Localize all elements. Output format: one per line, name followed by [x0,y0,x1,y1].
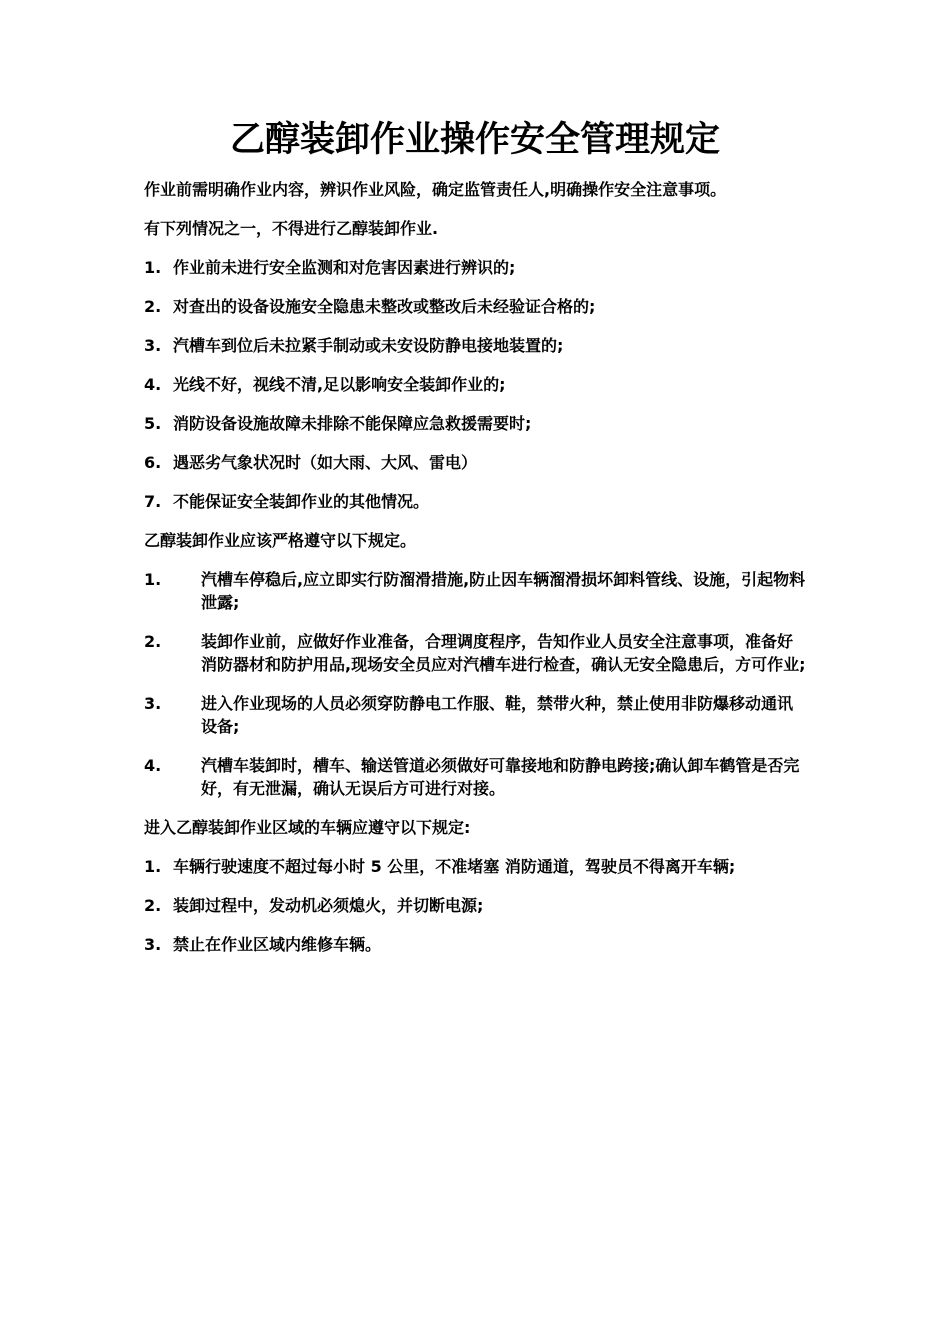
item-text: 装卸作业前，应做好作业准备，合理调度程序，告知作业人员安全注意事项，准备好消防器材和防护用品,现场安全员应对汽槽车进行检查，确认无安全隐患后，方可作业; [201,632,806,674]
intro-paragraph: 作业前需明确作业内容，辨识作业风险，确定监管责任人,明确操作安全注意事项。 [144,180,727,199]
item-number: 5. [144,414,162,433]
item-text: 作业前未进行安全监测和对危害因素进行辨识的; [173,258,516,277]
item-text: 对查出的设备设施安全隐患未整改或整改后未经验证合格的; [173,297,596,316]
item-number: 7. [144,492,162,511]
document-body [144,178,824,972]
item-text: 汽槽车停稳后,应立即实行防溜滑措施,防止因车辆溜滑损坏卸料管线、设施，引起物料泄露; [201,570,806,612]
list-item [144,754,824,800]
document-title: 乙醇装卸作业操作安全管理规定 [229,120,720,160]
list-item [144,568,824,614]
list-item [144,451,824,474]
item-number: 6. [144,453,162,472]
item-text: 遇恶劣气象状况时（如大雨、大风、雷电） [173,453,478,472]
item-number: 2. [144,297,162,316]
item-number: 4. [144,756,162,775]
item-number: 2. [144,896,162,915]
list-item [144,692,824,738]
list-item [144,256,824,279]
item-number: 1. [144,570,162,589]
list-item [144,373,824,396]
item-number: 1. [144,857,162,876]
item-text: 汽槽车到位后未拉紧手制动或未安设防静电接地装置的; [173,336,564,355]
item-text: 禁止在作业区域内维修车辆。 [173,935,382,954]
list-item [144,894,824,917]
list-item [144,933,824,956]
item-text: 汽槽车装卸时，槽车、输送管道必须做好可靠接地和防静电跨接;确认卸车鹤管是否完好，有无泄漏，确认无误后方可进行对接。 [201,756,800,798]
item-text: 进入作业现场的人员必须穿防静电工作服、鞋，禁带火种，禁止使用非防爆移动通讯设备; [201,694,794,736]
list-item [144,630,824,676]
item-text: 装卸过程中，发动机必须熄火，并切断电源; [173,896,484,915]
item-number: 4. [144,375,162,394]
item-text: 光线不好，视线不清,足以影响安全装卸作业的; [173,375,506,394]
section1-heading: 有下列情况之一，不得进行乙醇装卸作业. [144,219,439,238]
item-number: 3. [144,935,162,954]
list-item [144,295,824,318]
item-text: 消防设备设施故障未排除不能保障应急救援需要时; [173,414,532,433]
item-number: 1. [144,258,162,277]
list-item [144,490,824,513]
list-item [144,855,824,878]
section2-heading: 乙醇装卸作业应该严格遵守以下规定。 [144,531,417,550]
list-item [144,334,824,357]
item-number: 2. [144,632,162,651]
item-text: 车辆行驶速度不超过每小时 5 公里，不准堵塞 消防通道，驾驶员不得离开车辆; [173,857,736,876]
list-item [144,412,824,435]
item-number: 3. [144,336,162,355]
item-text: 不能保证安全装卸作业的其他情况。 [173,492,430,511]
item-number: 3. [144,694,162,713]
section3-heading: 进入乙醇装卸作业区域的车辆应遵守以下规定: [144,818,471,837]
